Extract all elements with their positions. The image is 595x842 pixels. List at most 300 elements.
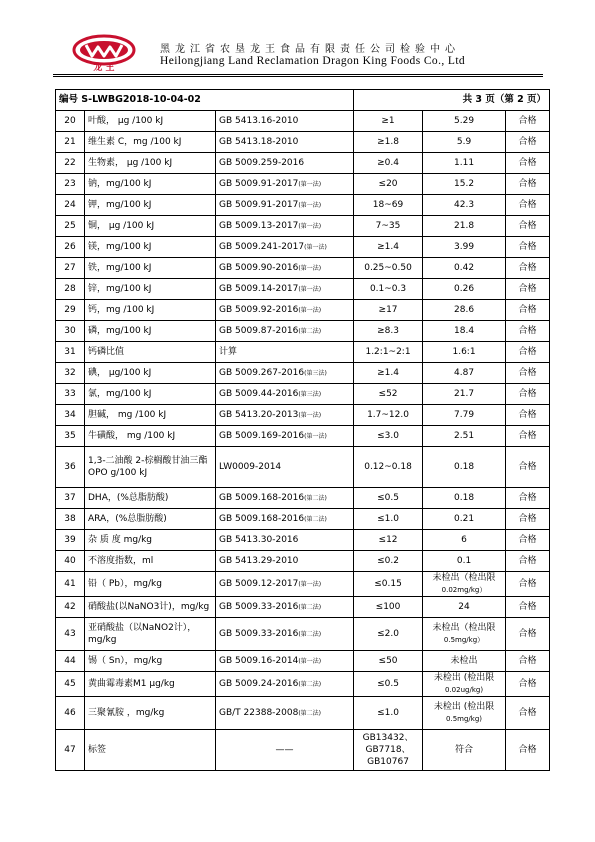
method-note: (第二法) xyxy=(298,709,322,717)
method-code: GB 5009.12-2017 xyxy=(219,578,299,589)
result-value: 未检出（检出限 xyxy=(432,623,496,633)
row-result xyxy=(423,300,506,321)
method-note: (第一法) xyxy=(304,243,327,251)
row-judgement: 合格 xyxy=(506,447,550,488)
method-note: (第一法) xyxy=(298,222,322,230)
row-number: 32 xyxy=(56,363,85,384)
method-note: (第二法) xyxy=(298,603,322,611)
row-number: 47 xyxy=(56,730,85,771)
row-number: 43 xyxy=(56,618,85,651)
row-result xyxy=(423,405,506,426)
method-note: (第二法) xyxy=(304,515,327,523)
company-name-cn: 黑龙江省农垦龙王食品有限责任公司检验中心 xyxy=(160,44,460,55)
row-method xyxy=(216,618,354,651)
row-method xyxy=(216,551,354,572)
table-row xyxy=(56,572,550,597)
standard-value: ≤20 xyxy=(378,179,398,189)
method-code: GB 5009.14-2017 xyxy=(219,283,299,294)
standard-value: ≤1.0 xyxy=(377,708,399,718)
result-value: 未检出 (检出限 xyxy=(433,702,495,712)
row-judgement: 合格 xyxy=(506,597,550,618)
company-name-en: Heilongjiang Land Reclamation Dragon King Foods Co., Ltd xyxy=(160,55,466,67)
row-number: 39 xyxy=(56,530,85,551)
row-result xyxy=(423,342,506,363)
row-result xyxy=(423,618,506,651)
row-standard xyxy=(354,509,423,530)
table-row xyxy=(56,509,550,530)
method-note: (第三法) xyxy=(304,369,327,377)
standard-value-line: GB7718、 xyxy=(365,745,411,755)
standard-value: ≤1.0 xyxy=(377,514,399,524)
row-item: 铁，mg/100 kJ xyxy=(85,258,216,279)
report-pages: 共 3 页（第 2 页） xyxy=(354,90,550,111)
row-method xyxy=(216,363,354,384)
row-item: 叶酸， μg /100 kJ xyxy=(85,111,216,132)
row-result xyxy=(423,153,506,174)
result-value: 21.8 xyxy=(454,221,475,231)
row-standard xyxy=(354,111,423,132)
row-number: 23 xyxy=(56,174,85,195)
row-number: 21 xyxy=(56,132,85,153)
row-standard xyxy=(354,195,423,216)
result-value: 1.6:1 xyxy=(452,347,476,357)
row-result xyxy=(423,697,506,730)
table-row xyxy=(56,672,550,697)
standard-value: ≥0.4 xyxy=(377,158,399,168)
method-note: (第一法) xyxy=(298,580,322,588)
standard-value: ≤12 xyxy=(378,535,398,545)
row-number: 26 xyxy=(56,237,85,258)
row-standard xyxy=(354,258,423,279)
result-value: 符合 xyxy=(455,745,474,755)
method-note: (第一法) xyxy=(298,411,322,419)
company-logo xyxy=(72,34,136,72)
row-item: 钙，mg /100 kJ xyxy=(85,300,216,321)
standard-value: ≥1.4 xyxy=(377,368,399,378)
standard-value: 0.25~0.50 xyxy=(364,263,412,273)
row-standard xyxy=(354,618,423,651)
method-note: (第三法) xyxy=(298,390,322,398)
result-value: 0.18 xyxy=(454,462,475,472)
method-code: GB 5009.168-2016 xyxy=(219,492,305,503)
row-standard xyxy=(354,300,423,321)
result-value: 未检出（检出限 xyxy=(432,573,496,583)
row-standard xyxy=(354,447,423,488)
method-code: GB 5413.16-2010 xyxy=(219,116,299,126)
table-row xyxy=(56,111,550,132)
row-number: 34 xyxy=(56,405,85,426)
row-number: 27 xyxy=(56,258,85,279)
row-judgement: 合格 xyxy=(506,237,550,258)
table-row xyxy=(56,237,550,258)
row-result xyxy=(423,111,506,132)
table-row xyxy=(56,730,550,771)
standard-value: ≤0.5 xyxy=(377,493,399,503)
method-note: (第一法) xyxy=(298,306,322,314)
row-item: 氯，mg/100 kJ xyxy=(85,384,216,405)
result-value: 6 xyxy=(461,535,467,545)
row-standard xyxy=(354,384,423,405)
row-method xyxy=(216,672,354,697)
method-code: GB 5413.29-2010 xyxy=(219,556,299,566)
row-standard xyxy=(354,342,423,363)
row-method xyxy=(216,342,354,363)
method-note: (第一法) xyxy=(298,180,322,188)
row-item: 钙磷比值 xyxy=(85,342,216,363)
result-value: 0.18 xyxy=(454,493,475,503)
result-value: 28.6 xyxy=(454,305,475,315)
result-detection-limit: 0.5mg/kg) xyxy=(446,715,483,723)
row-standard xyxy=(354,672,423,697)
method-code: GB 5009.87-2016 xyxy=(219,325,299,336)
row-result xyxy=(423,572,506,597)
standard-value: 1.2:1~2:1 xyxy=(365,347,411,357)
row-result xyxy=(423,447,506,488)
row-result xyxy=(423,132,506,153)
row-judgement: 合格 xyxy=(506,488,550,509)
row-method xyxy=(216,195,354,216)
row-standard xyxy=(354,597,423,618)
row-result xyxy=(423,216,506,237)
table-row xyxy=(56,405,550,426)
method-code: GB 5413.18-2010 xyxy=(219,137,299,147)
row-judgement: 合格 xyxy=(506,300,550,321)
row-judgement: 合格 xyxy=(506,651,550,672)
row-item: 碘， μg/100 kJ xyxy=(85,363,216,384)
result-value: 42.3 xyxy=(454,200,475,210)
row-item: 磷，mg/100 kJ xyxy=(85,321,216,342)
table-row xyxy=(56,300,550,321)
row-result xyxy=(423,651,506,672)
row-number: 30 xyxy=(56,321,85,342)
result-value: 18.4 xyxy=(454,326,475,336)
row-result xyxy=(423,530,506,551)
row-number: 24 xyxy=(56,195,85,216)
method-code: GB 5009.33-2016 xyxy=(219,628,299,639)
header-rule xyxy=(53,74,543,75)
result-detection-limit: 0.02ug/kg) xyxy=(445,686,484,694)
test-results-table xyxy=(55,89,550,771)
result-value: 15.2 xyxy=(454,179,475,189)
row-number: 36 xyxy=(56,447,85,488)
row-method xyxy=(216,111,354,132)
result-detection-limit: 0.02mg/kg） xyxy=(441,586,487,594)
row-number: 22 xyxy=(56,153,85,174)
row-number: 25 xyxy=(56,216,85,237)
method-code: GB 5009.90-2016 xyxy=(219,262,299,273)
result-value: 0.21 xyxy=(454,514,475,524)
method-note: (第二法) xyxy=(298,327,322,335)
row-result xyxy=(423,509,506,530)
row-number: 20 xyxy=(56,111,85,132)
row-method xyxy=(216,321,354,342)
standard-value: ≤0.5 xyxy=(377,679,399,689)
row-method xyxy=(216,447,354,488)
row-judgement: 合格 xyxy=(506,551,550,572)
row-result xyxy=(423,730,506,771)
result-value: 0.1 xyxy=(456,556,472,566)
row-item: 牛磺酸， mg /100 kJ xyxy=(85,426,216,447)
standard-value: ≤3.0 xyxy=(377,431,399,441)
row-judgement: 合格 xyxy=(506,174,550,195)
row-method xyxy=(216,426,354,447)
standard-value: ≤2.0 xyxy=(377,629,399,639)
row-result xyxy=(423,597,506,618)
row-judgement: 合格 xyxy=(506,426,550,447)
row-item: 钠，mg/100 kJ xyxy=(85,174,216,195)
row-result xyxy=(423,237,506,258)
result-value: 4.87 xyxy=(454,368,475,378)
table-row xyxy=(56,618,550,651)
row-item: 亚硝酸盐（以NaNO2计），mg/kg xyxy=(85,618,216,651)
row-standard xyxy=(354,321,423,342)
result-value: 7.79 xyxy=(454,410,475,420)
result-value: 1.11 xyxy=(454,158,475,168)
table-row xyxy=(56,132,550,153)
row-result xyxy=(423,258,506,279)
table-row xyxy=(56,447,550,488)
table-row xyxy=(56,174,550,195)
row-method xyxy=(216,597,354,618)
row-method xyxy=(216,651,354,672)
row-number: 40 xyxy=(56,551,85,572)
row-judgement: 合格 xyxy=(506,618,550,651)
method-note: (第二法) xyxy=(298,680,322,688)
row-number: 41 xyxy=(56,572,85,597)
standard-value: GB13432、 xyxy=(362,733,414,743)
row-method xyxy=(216,572,354,597)
row-judgement: 合格 xyxy=(506,509,550,530)
row-standard xyxy=(354,426,423,447)
standard-value: ≥1 xyxy=(381,116,395,126)
standard-value: 18~69 xyxy=(372,200,404,210)
row-number: 31 xyxy=(56,342,85,363)
row-result xyxy=(423,426,506,447)
row-judgement: 合格 xyxy=(506,730,550,771)
standard-value: 1.7~12.0 xyxy=(367,410,409,420)
row-judgement: 合格 xyxy=(506,216,550,237)
row-item: 黄曲霉毒素M1 μg/kg xyxy=(85,672,216,697)
row-item: 不溶度指数，ml xyxy=(85,551,216,572)
row-method xyxy=(216,300,354,321)
method-code: GB 5009.267-2016 xyxy=(219,367,305,378)
row-method xyxy=(216,237,354,258)
method-note: (第一法) xyxy=(298,264,322,272)
row-method xyxy=(216,132,354,153)
report-info-row xyxy=(56,90,550,111)
table-row xyxy=(56,363,550,384)
row-standard xyxy=(354,488,423,509)
row-method xyxy=(216,405,354,426)
row-standard xyxy=(354,174,423,195)
row-standard xyxy=(354,405,423,426)
row-number: 45 xyxy=(56,672,85,697)
row-method xyxy=(216,174,354,195)
row-number: 46 xyxy=(56,697,85,730)
row-standard xyxy=(354,572,423,597)
row-judgement: 合格 xyxy=(506,697,550,730)
result-value: 未检出 (检出限 xyxy=(433,673,495,683)
standard-value: 0.12~0.18 xyxy=(364,462,412,472)
row-item: 维生素 C，mg /100 kJ xyxy=(85,132,216,153)
method-code: GB 5009.44-2016 xyxy=(219,388,299,399)
table-row xyxy=(56,530,550,551)
row-judgement: 合格 xyxy=(506,258,550,279)
result-value: 未检出 xyxy=(450,656,478,666)
method-note: (第一法) xyxy=(298,201,322,209)
standard-value: 0.1~0.3 xyxy=(369,284,407,294)
row-method xyxy=(216,153,354,174)
row-judgement: 合格 xyxy=(506,672,550,697)
method-code: GB 5009.91-2017 xyxy=(219,178,299,189)
row-judgement: 合格 xyxy=(506,279,550,300)
row-item: 生物素， μg /100 kJ xyxy=(85,153,216,174)
method-code: GB 5009.259-2016 xyxy=(219,158,305,168)
table-row xyxy=(56,195,550,216)
row-item: 锡（ Sn），mg/kg xyxy=(85,651,216,672)
result-value: 3.99 xyxy=(454,242,475,252)
row-item: 三聚氰胺 ，mg/kg xyxy=(85,697,216,730)
row-result xyxy=(423,321,506,342)
row-method xyxy=(216,258,354,279)
row-item: 锌，mg/100 kJ xyxy=(85,279,216,300)
row-method xyxy=(216,530,354,551)
row-item: 钾，mg/100 kJ xyxy=(85,195,216,216)
row-number: 33 xyxy=(56,384,85,405)
method-note: (第一法) xyxy=(298,285,322,293)
row-item: 胆碱， mg /100 kJ xyxy=(85,405,216,426)
row-judgement: 合格 xyxy=(506,342,550,363)
method-code: GB/T 22388-2008 xyxy=(219,707,299,718)
row-standard xyxy=(354,153,423,174)
row-number: 38 xyxy=(56,509,85,530)
row-result xyxy=(423,279,506,300)
row-judgement: 合格 xyxy=(506,530,550,551)
method-code: 计算 xyxy=(219,347,238,357)
row-standard xyxy=(354,132,423,153)
result-detection-limit: 0.5mg/kg） xyxy=(443,636,485,644)
method-code: GB 5009.92-2016 xyxy=(219,304,299,315)
method-code: GB 5009.33-2016 xyxy=(219,601,299,612)
row-item: 1,3-二油酸 2-棕榈酸甘油三酯 OPO g/100 kJ xyxy=(85,447,216,488)
result-value: 21.7 xyxy=(454,389,475,399)
method-code: GB 5009.169-2016 xyxy=(219,430,305,441)
row-result xyxy=(423,551,506,572)
standard-value: ≤52 xyxy=(378,389,398,399)
row-standard xyxy=(354,730,423,771)
row-judgement: 合格 xyxy=(506,195,550,216)
method-code: GB 5009.168-2016 xyxy=(219,513,305,524)
row-judgement: 合格 xyxy=(506,153,550,174)
row-standard xyxy=(354,216,423,237)
row-number: 42 xyxy=(56,597,85,618)
method-note: (第二法) xyxy=(298,630,322,638)
row-judgement: 合格 xyxy=(506,405,550,426)
row-standard xyxy=(354,363,423,384)
row-item: ARA，(%总脂肪酸) xyxy=(85,509,216,530)
method-note: (第一法) xyxy=(298,657,322,665)
table-row xyxy=(56,216,550,237)
report-number: 编号 S-LWBG2018-10-04-02 xyxy=(56,90,354,111)
table-row xyxy=(56,384,550,405)
table-row xyxy=(56,279,550,300)
row-item: 铅（ Pb），mg/kg xyxy=(85,572,216,597)
result-value: 5.29 xyxy=(454,116,475,126)
standard-value: ≤0.15 xyxy=(374,579,402,589)
row-number: 28 xyxy=(56,279,85,300)
row-standard xyxy=(354,551,423,572)
table-row xyxy=(56,426,550,447)
standard-value-line: GB10767 xyxy=(367,757,409,767)
row-number: 37 xyxy=(56,488,85,509)
table-row xyxy=(56,651,550,672)
row-item: DHA，(%总脂肪酸) xyxy=(85,488,216,509)
row-number: 29 xyxy=(56,300,85,321)
method-code: GB 5413.20-2013 xyxy=(219,409,299,420)
header-rule-2 xyxy=(53,76,543,77)
table-row xyxy=(56,258,550,279)
row-method xyxy=(216,730,354,771)
method-code: GB 5413.30-2016 xyxy=(219,535,299,545)
result-value: 5.9 xyxy=(456,137,472,147)
svg-text:龙 王: 龙 王 xyxy=(93,63,115,72)
method-code: LW0009-2014 xyxy=(219,462,282,472)
table-row xyxy=(56,697,550,730)
row-method xyxy=(216,279,354,300)
method-code: —— xyxy=(275,745,294,755)
method-code: GB 5009.24-2016 xyxy=(219,678,299,689)
row-number: 35 xyxy=(56,426,85,447)
row-number: 44 xyxy=(56,651,85,672)
table-row xyxy=(56,597,550,618)
method-code: GB 5009.16-2014 xyxy=(219,655,299,666)
row-method xyxy=(216,488,354,509)
row-judgement: 合格 xyxy=(506,384,550,405)
row-item: 杂 质 度 mg/kg xyxy=(85,530,216,551)
method-code: GB 5009.91-2017 xyxy=(219,199,299,210)
row-item: 镁，mg/100 kJ xyxy=(85,237,216,258)
row-method xyxy=(216,384,354,405)
method-code: GB 5009.241-2017 xyxy=(219,241,305,252)
result-value: 2.51 xyxy=(454,431,475,441)
row-judgement: 合格 xyxy=(506,111,550,132)
method-note: (第二法) xyxy=(304,494,327,502)
standard-value: ≥1.4 xyxy=(377,242,399,252)
standard-value: ≤100 xyxy=(375,602,401,612)
result-value: 0.26 xyxy=(454,284,475,294)
row-standard xyxy=(354,279,423,300)
row-standard xyxy=(354,651,423,672)
row-judgement: 合格 xyxy=(506,321,550,342)
row-result xyxy=(423,195,506,216)
row-item: 铜， μg /100 kJ xyxy=(85,216,216,237)
standard-value: ≤50 xyxy=(378,656,398,666)
row-method xyxy=(216,509,354,530)
row-judgement: 合格 xyxy=(506,132,550,153)
results-body xyxy=(56,111,550,771)
row-result xyxy=(423,174,506,195)
row-judgement: 合格 xyxy=(506,572,550,597)
table-row xyxy=(56,488,550,509)
result-value: 24 xyxy=(458,602,470,612)
standard-value: ≤0.2 xyxy=(377,556,399,566)
row-item: 标签 xyxy=(85,730,216,771)
result-value: 0.42 xyxy=(454,263,475,273)
row-standard xyxy=(354,697,423,730)
table-row xyxy=(56,551,550,572)
row-item: 硝酸盐(以NaNO3计)，mg/kg xyxy=(85,597,216,618)
table-row xyxy=(56,153,550,174)
